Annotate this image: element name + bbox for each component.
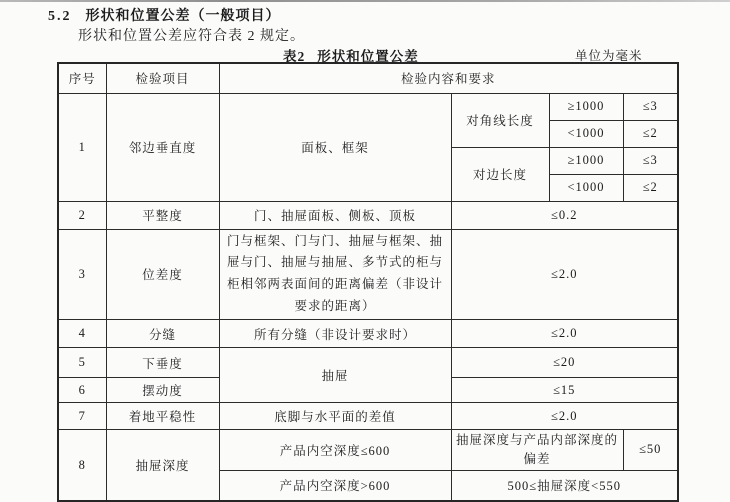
cell-row8-case1-label: 抽屉深度与产品内部深度的偏差 xyxy=(451,430,623,471)
cell-row7-item: 着地平稳性 xyxy=(106,403,219,430)
section-title: 形状和位置公差（一般项目） xyxy=(85,9,281,24)
cell-row1-diagonal-range2: <1000 xyxy=(549,120,623,147)
cell-row7-value: ≤2.0 xyxy=(451,403,678,430)
cell-row2-no: 2 xyxy=(58,201,106,229)
cell-row6-no: 6 xyxy=(58,378,106,403)
cell-row1-no: 1 xyxy=(58,93,106,201)
intro-text: 形状和位置公差应符合表 2 规定。 xyxy=(78,29,305,44)
cell-row7-content: 底脚与水平面的差值 xyxy=(219,403,451,430)
tolerance-table xyxy=(57,62,679,502)
cell-row4-content: 所有分缝（非设计要求时） xyxy=(219,320,451,348)
cell-row3-value: ≤2.0 xyxy=(451,229,678,320)
cell-row8-condition1: 产品内空深度≤600 xyxy=(219,430,451,471)
cell-row2-content: 门、抽屉面板、侧板、顶板 xyxy=(219,201,451,229)
cell-row1-side-range1: ≥1000 xyxy=(549,147,623,174)
cell-row5-value: ≤20 xyxy=(451,348,678,378)
cell-row5-no: 5 xyxy=(58,348,106,378)
cell-row2-value: ≤0.2 xyxy=(451,201,678,229)
unit-note: 单位为毫米 xyxy=(575,49,643,63)
cell-row4-value: ≤2.0 xyxy=(451,320,678,348)
cell-row1-diagonal-label: 对角线长度 xyxy=(451,93,549,147)
cell-row3-item: 位差度 xyxy=(106,229,219,320)
scan-edge xyxy=(0,0,730,2)
cell-row8-condition2: 产品内空深度>600 xyxy=(219,470,451,501)
section-heading xyxy=(48,5,281,25)
cell-row2-item: 平整度 xyxy=(106,201,219,229)
cell-row8-item: 抽屉深度 xyxy=(106,430,219,502)
cell-row8-no: 8 xyxy=(58,430,106,502)
cell-row5-item: 下垂度 xyxy=(106,348,219,378)
header-cell-content: 检验内容和要求 xyxy=(219,63,678,93)
section-number: 5.2 xyxy=(48,9,72,24)
cell-row3-content: 门与框架、门与门、抽屉与框架、抽屉与门、抽屉与抽屉、多节式的柜与柜相邻两表面间的距离偏差（非设计要求的距离） xyxy=(219,229,451,320)
cell-row8-case1-value: ≤50 xyxy=(623,430,678,471)
cell-row1-item: 邻边垂直度 xyxy=(106,93,219,201)
header-cell-no: 序号 xyxy=(58,63,106,93)
cell-row8-case2-value: 500≤抽屉深度<550 xyxy=(451,470,678,501)
cell-row1-side-value1: ≤3 xyxy=(623,147,678,174)
cell-row1-diagonal-range1: ≥1000 xyxy=(549,93,623,120)
cell-row1-side-label: 对边长度 xyxy=(451,147,549,201)
cell-row6-item: 摆动度 xyxy=(106,378,219,403)
header-cell-item: 检验项目 xyxy=(106,63,219,93)
cell-row1-side-range2: <1000 xyxy=(549,174,623,201)
cell-row1-content: 面板、框架 xyxy=(219,93,451,201)
cell-row6-value: ≤15 xyxy=(451,378,678,403)
cell-row7-no: 7 xyxy=(58,403,106,430)
cell-row3-no: 3 xyxy=(58,229,106,320)
table-caption-title: 形状和位置公差 xyxy=(317,49,419,64)
cell-row5-content: 抽屉 xyxy=(219,348,451,403)
cell-row4-no: 4 xyxy=(58,320,106,348)
cell-row1-diagonal-value2: ≤2 xyxy=(623,120,678,147)
table-caption-number: 表2 xyxy=(283,49,306,64)
cell-row1-diagonal-value1: ≤3 xyxy=(623,93,678,120)
cell-row1-side-value2: ≤2 xyxy=(623,174,678,201)
cell-row4-item: 分缝 xyxy=(106,320,219,348)
